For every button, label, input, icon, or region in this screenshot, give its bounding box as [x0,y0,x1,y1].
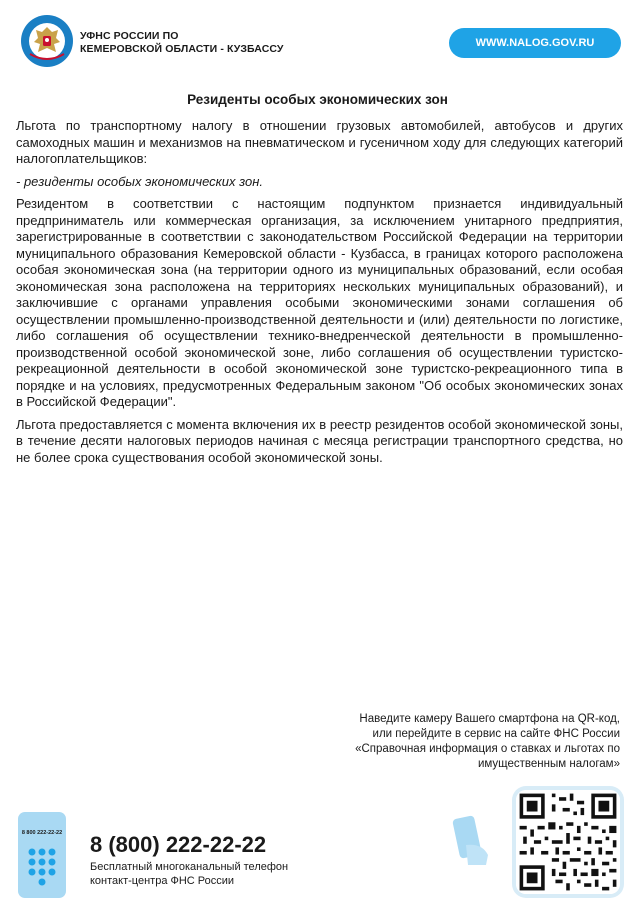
qr-caption: Наведите камеру Вашего смартфона на QR-код, или перейдите в сервис на сайте ФНС России «Справочная информация о ставках и льготах по имущественным налогам» [355,713,620,770]
phone-screen-number: 8 800 222-22-22 [21,830,63,836]
org-line-1: УФНС РОССИИ ПО [80,30,179,42]
page-header [0,0,635,88]
smartphone-hand-icon [452,815,492,865]
org-line-2: КЕМЕРОВСКОЙ ОБЛАСТИ - КУЗБАССУ [80,43,284,55]
category-item: - резиденты особых экономических зон. [16,173,264,189]
benefit-period-paragraph: Льгота предоставляется с момента включения их в реестр резидентов особой экономической зоны, в течение десяти налоговых периодов начиная с месяца регистрации транспортного средства, но не более срока существования особой экономической зоны. [16,416,623,465]
site-link-button[interactable]: WWW.NALOG.GOV.RU [449,28,621,58]
document-body [16,118,623,472]
phone-icon [18,812,66,898]
hotline-description-line-2: контакт-центра ФНС России [90,875,235,887]
hotline-number: 8 (800) 222-22-22 [90,832,267,857]
fns-emblem-icon [20,14,74,68]
hotline-description-line-1: Бесплатный многоканальный телефон [90,861,289,873]
resident-definition-paragraph: Резидентом в соответствии с настоящим подпунктом признается индивидуальный предприниматель или коммерческая организация, за исключением унитарного предприятия, зарегистрированные в соответствии с законодательством Российской Федерации на территории муниципального образования Кемеровской области - Кузбасса, в границах которого расположена особая экономическая зона (на территории одного из муниципальных образований, если особая экономическая зона расположена на территориях нескольких муниципальных образований), и заключившие с органами управления особыми экономическими зонами соглашения об осуществлении промышленно-производственной деятельности и (или) деятельности по логистике, либо соглашения об осуществлении технико-внедренческой деятельности в промышленно-производственной особой экономической зоне, либо соглашения об осуществлении туристско-рекреационной деятельности в особой экономической зоне туристско-рекреационного типа в порядке и на условиях, предусмотренных Федеральным законом "Об особых экономических зонах в Российской Федерации". [16,196,623,409]
hotline-description [90,860,288,888]
intro-paragraph: Льгота по транспортному налогу в отношении грузовых автомобилей, автобусов и других самоходных машин и механизмов на пневматическом и гусеничном ходу для следующих категорий налогоплательщиков: [16,118,623,166]
organization-name [80,30,284,56]
page-title: Резиденты особых экономических зон [187,92,448,107]
qr-code-icon[interactable] [516,790,620,894]
